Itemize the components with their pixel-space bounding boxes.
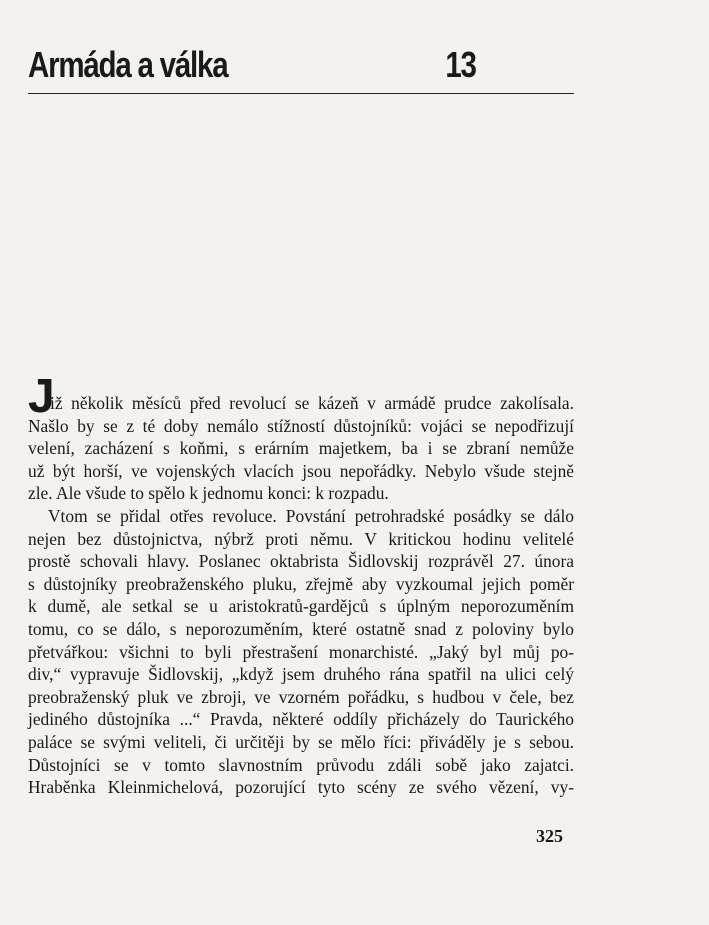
text-line: přetvářkou: všichni to byli přestrašení monarchisté. „Jaký byl můj po-: [28, 641, 574, 662]
chapter-number: 13: [445, 44, 476, 85]
text-line: prostě schovali hlavy. Poslanec oktabrista Šidlovskij rozprávěl 27. února: [28, 551, 574, 572]
text-line: paláce se svými veliteli, či určitěji by se mělo říci: přiváděly je s sebou.: [28, 731, 574, 752]
chapter-title: Armáda a válka: [28, 44, 228, 85]
text-line: Důstojníci se v tomto slavnostním průvodu zdáli sobě jako zajatci.: [28, 754, 574, 775]
text-line: div,“ vypravuje Šidlovskij, „když jsem druhého rána spatřil na ulici celý: [28, 664, 574, 685]
text-line: Hraběnka Kleinmichelová, pozorující tyto scény ze svého vězení, vy-: [28, 777, 574, 798]
text-line: Vtom se přidal otřes revoluce. Povstání petrohradské posádky se dálo: [48, 505, 574, 526]
text-line: Našlo by se z té doby nemálo stížností důstojníků: vojáci se nepodřizují: [28, 415, 574, 436]
text-line: zle. Ale všude to spělo k jednomu konci: k rozpadu.: [28, 483, 389, 504]
text-line: velení, zacházení s koňmi, s erárním majetkem, ba i se zbraní nemůže: [28, 438, 574, 459]
drop-cap: J: [28, 370, 55, 423]
header-rule: [28, 93, 574, 94]
body-text: [28, 392, 574, 799]
text-line: už být horší, ve vojenských vlacích jsou nepořádky. Nebylo všude stejně: [28, 460, 574, 481]
running-header: [28, 44, 476, 86]
text-line: k dumě, ale setkal se u aristokratů-gardějců s úplným neporozuměním: [28, 596, 574, 617]
text-line: jediného důstojníka ...“ Pravda, některé oddíly přicházely do Taurického: [28, 709, 574, 730]
text-line: s důstojníky preobraženského pluku, zřejmě aby vyzkoumal jejich poměr: [28, 573, 574, 594]
text-line: preobraženský pluk ve zbroji, ve vzorném pořádku, s hudbou v čele, bez: [28, 686, 574, 707]
page-number: 325: [536, 826, 563, 846]
text-line: tomu, co se dálo, s neporozuměním, které ostatně snad z poloviny bylo: [28, 618, 574, 639]
text-line: iž několik měsíců před revolucí se kázeň v armádě prudce zakolísala.: [50, 393, 574, 413]
text-line: nejen bez důstojnictva, nýbrž proti němu. V kritickou hodinu velitelé: [28, 528, 574, 549]
